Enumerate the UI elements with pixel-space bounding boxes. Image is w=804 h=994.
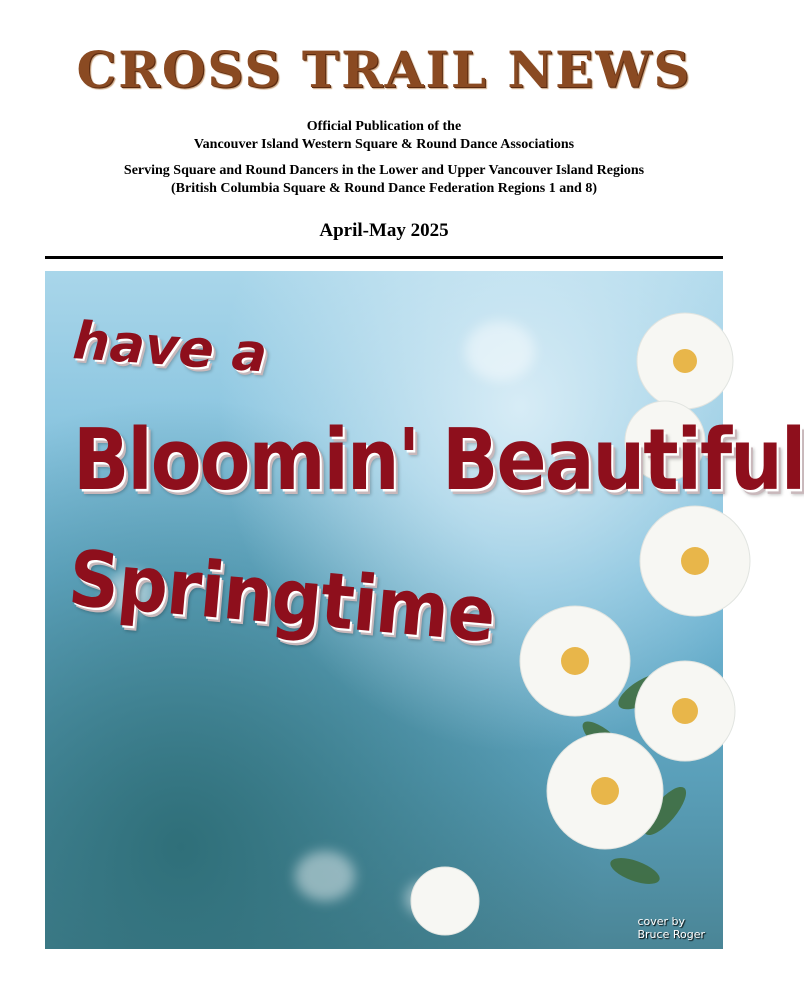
masthead-title: CROSS TRAIL NEWS <box>76 40 692 99</box>
federation-line: (British Columbia Square & Round Dance Federation Regions 1 and 8) <box>170 181 597 196</box>
association-line: Vancouver Island Western Square & Round Dance Associations <box>193 137 575 152</box>
headline-bloomin-beautiful: Bloomin' Beautiful <box>73 411 804 510</box>
cover-credit <box>637 915 705 941</box>
credit-label: cover by <box>637 915 686 928</box>
credit-author: Bruce Roger <box>637 928 705 941</box>
issue-date: April-May 2025 <box>319 220 449 241</box>
publication-line: Official Publication of the <box>306 119 462 134</box>
headline-have-a: have a <box>70 311 270 385</box>
cover-image <box>45 271 804 949</box>
serving-line: Serving Square and Round Dancers in the Lower and Upper Vancouver Island Regions <box>123 163 645 178</box>
header-divider <box>45 256 723 259</box>
headline-springtime: Springtime <box>65 533 499 661</box>
